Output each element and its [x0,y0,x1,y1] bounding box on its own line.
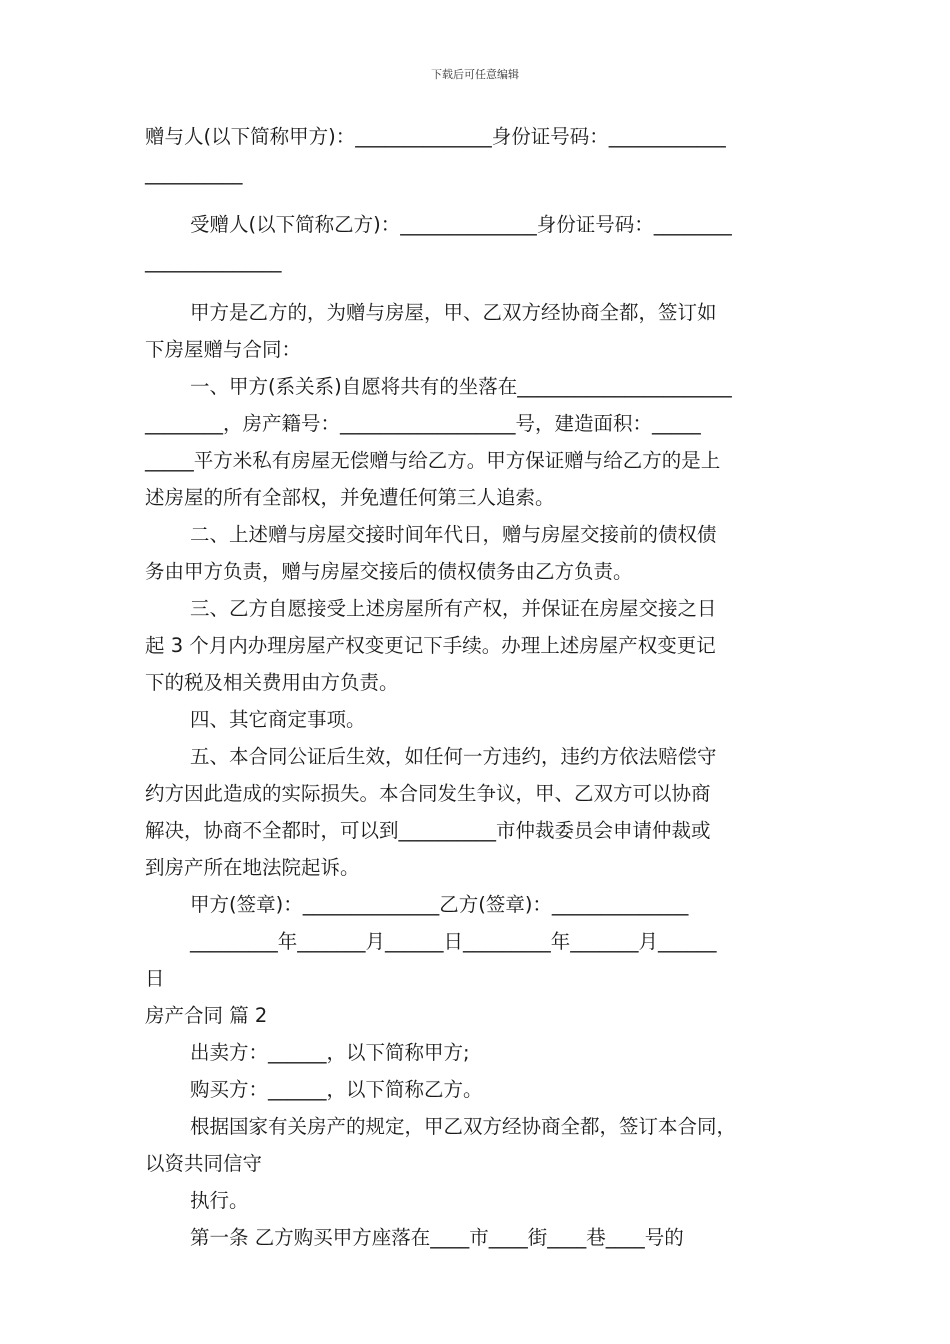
document-body [145,118,810,1256]
clause-5-line-3: 解决，协商不全都时，可以到__________市仲裁委员会申请仲裁或 [145,819,711,842]
page-header-note: 下载后可任意编辑 [431,68,519,81]
section-title-2: 房产合同 篇 2 [145,1004,268,1027]
clause-3-line-3: 下的税及相关费用由方负责。 [145,671,399,694]
signature-line: 甲方(签章)：______________乙方(签章)：______________ [190,893,689,916]
clause-1-line-4: 述房屋的所有全部权，并免遭任何第三人追索。 [145,486,555,509]
donor-line: 赠与人(以下简称甲方)：______________身份证号码：____________ [145,125,726,148]
preamble-line-2: 下房屋赠与合同： [145,338,302,361]
clause-1-line-3: _____平方米私有房屋无偿赠与给乙方。甲方保证赠与给乙方的是上 [145,449,721,472]
article-1-line-1: 第一条 乙方购买甲方座落在____市____街____巷____号的 [190,1226,684,1249]
preamble-line-1: 甲方是乙方的，为赠与房屋，甲、乙双方经协商全都，签订如 [190,301,717,324]
clause-3-line-2: 起 3 个月内办理房屋产权变更记下手续。办理上述房屋产权变更记 [145,634,716,657]
donee-line: 受赠人(以下简称乙方)：______________身份证号码：________ [190,213,732,236]
clause-5-line-2: 约方因此造成的实际损失。本合同发生争议，甲、乙双方可以协商 [145,782,711,805]
clause-3-line-1: 三、乙方自愿接受上述房屋所有产权，并保证在房屋交接之日 [190,597,717,620]
buyer-line: 购买方：______，以下简称乙方。 [190,1078,483,1101]
clause-1-line-2: ________，房产籍号：__________________号，建造面积：_____ [145,412,701,435]
clause-5-line-1: 五、本合同公证后生效，如任何一方违约，违约方依法赔偿守 [190,745,717,768]
basis-line-2: 以资共同信守 [145,1152,263,1175]
clause-5-line-4: 到房产所在地法院起诉。 [145,856,360,879]
basis-line-3: 执行。 [190,1189,249,1212]
donor-id-continuation: __________ [145,162,243,185]
basis-line-1: 根据国家有关房产的规定，甲乙双方经协商全都，签订本合同， [190,1115,737,1138]
clause-4-line-1: 四、其它商定事项。 [190,708,366,731]
donee-id-continuation: ______________ [145,250,282,273]
seller-line: 出卖方：______，以下简称甲方; [190,1041,470,1064]
clause-2-line-2: 务由甲方负责，赠与房屋交接后的债权债务由乙方负责。 [145,560,633,583]
date-line-end: 日 [145,967,165,990]
date-line: _________年_______月______日_________年_______月______ [190,930,717,953]
clause-2-line-1: 二、上述赠与房屋交接时间年代日，赠与房屋交接前的债权债 [190,523,717,546]
clause-1-line-1: 一、甲方(系关系)自愿将共有的坐落在______________________ [190,375,732,398]
